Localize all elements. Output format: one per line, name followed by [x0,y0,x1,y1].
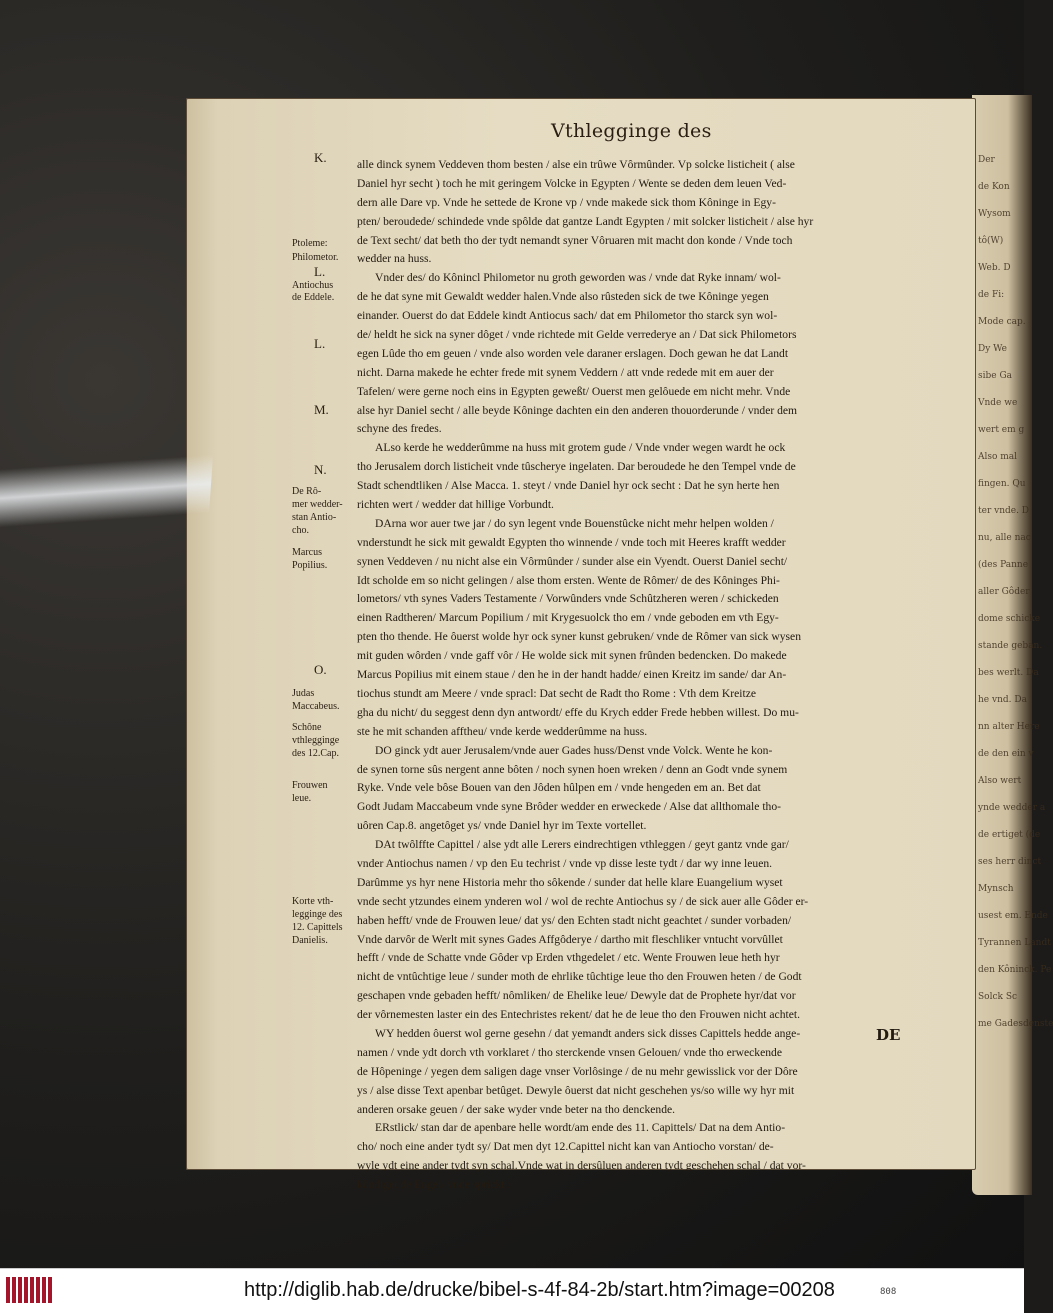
text-line: pten tho thende. He ôuerst wolde hyr ock syner kunst gebruken/ vnde de Rômer van sick wysen [357,630,801,644]
facing-page-fragment: wert em g [978,425,1025,435]
text-line: richten wert / wedder dat hillige Vorbundt. [357,498,554,512]
facing-page-fragment: Tyrannen Landt [978,938,1051,948]
facing-page-fragment: sibe Ga [978,371,1013,381]
facing-page-fragment: Also wert [978,776,1022,786]
margin-note: de Eddele. [292,292,335,303]
text-line: nicht. Darna makede he echter frede mit synem Veddern / att vnde redede mit em auer der [357,365,774,379]
text-line: ys / alse disse Text apenbar betûget. Dewyle ôuerst dat nicht geschehen ys/so wille wy hyr mit [357,1083,795,1097]
text-line: lometors/ vth synes Vaders Testamente / Vorwûnders vnde Schûtzheren weren / schickeden [357,592,779,606]
text-line: Darûmme ys hyr nene Historia mehr tho sôkende / sunder dat helle klare Euangelium wyset [357,875,783,889]
text-line: vnder Antiochus namen / vp den Eu techrist / vnde vp disse leste tydt / dar wy inne leuen. [357,856,773,870]
facing-page-fragment: nu, alle nac [978,533,1031,543]
text-line: wyle ydt eine ander tydt syn schal.Vnde wat in dersûluen anderen tydt geschehen schal / dat vor- [357,1159,806,1173]
section-letter: L. [314,336,326,351]
facing-page-fragment: tô(W) [978,236,1004,246]
running-head: Vthlegginge des [551,120,712,142]
margin-note: Philometor. [292,252,339,263]
facing-page-fragment: Web. D [978,263,1011,273]
facing-page-fragment: usest em. Ende [978,911,1048,921]
facing-page-fragment: Der [978,155,995,165]
page-code: 808 [880,1287,897,1297]
text-line: de he dat syne mit Gewaldt wedder halen.Vnde also rûsteden sick de twe Kôninge yegen [357,290,769,304]
text-line: pten/ beroudede/ schindede vnde spôlde dat gantze Landt Egypten / mit solcker listicheit / alse hyr [357,214,814,228]
text-line: dern alle Dare vp. Vnde he settede de Krone vp / vnde makede sick thom Kôninge in Egy- [357,195,776,209]
text-line: ERstlick/ stan dar de apenbare helle wordt/am ende des 11. Capittels/ Dat na dem Antio- [375,1121,786,1135]
catchword: DE [876,1026,901,1044]
facing-page-fragment: nn alter Here [978,722,1040,732]
text-line: uôren Cap.8. angetôget ys/ vnde Daniel hyr im Texte vortellet. [357,819,647,833]
section-letter: M. [314,402,329,417]
text-line: cho/ noch eine ander tydt sy/ Dat men dyt 12.Capittel nicht kan van Antiocho vorstan/ de- [357,1140,774,1154]
facing-page-fragment: bes werlt. Da [978,668,1039,678]
viewer-status-bar [0,1268,1024,1313]
margin-note: Popilius. [292,560,328,571]
text-line: synen Veddeven / nu nicht alse ein Vôrmûnder / sunder alse ein Vyendt. Ouerst Daniel secht/ [357,554,788,568]
text-line: tho Jerusalem dorch listicheit vnde tûscherye ingelaten. Dar beroudede he den Tempel vnde de [357,460,796,474]
text-line: DAt twôlffte Capittel / alse ydt alle Lerers eindrechtigen vthleggen / geyt gantz vnde gar/ [375,838,789,852]
text-line: Godt Judam Maccabeum vnde syne Brôder wedder en erweckede / Alse dat allthomale tho- [357,800,781,814]
section-letter: L. [314,264,326,279]
text-line: Marcus Popilius mit einem staue / den he in der handt hadde/ einen Kreitz im sande/ dar An- [357,668,787,682]
section-letter: N. [314,462,327,477]
text-line: Daniel hyr secht ) toch he mit geringem Volcke in Egypten / Wente se deden dem leuen Ved- [357,176,787,190]
margin-note: mer wedder- [292,499,343,510]
text-line: hefft / vnde de Schatte vnde Gôder vp Erden vthgedelet / etc. Wente Frouwen leue heth hyr [357,951,780,965]
text-line: egen Lûde tho em geuen / vnde also worden vele daraner erslagen. Doch gewan he dat Landt [357,346,789,360]
lens-glare [0,422,214,568]
text-line: DArna wor auer twe jar / do syn legent vnde Bouenstûcke nicht mehr helpen wolden / [375,516,774,530]
text-line: der vôrnemesten laster ein des Entechristes rekent/ dat he de leue tho den Frouwen nicht achtet. [357,1008,800,1022]
text-line: Vnde darvôr de Werlt mit synes Gades Affgôderye / dartho mit fleschliker vntucht vorvûllet [357,932,783,946]
margin-note: Judas [292,688,315,699]
page-url[interactable]: http://diglib.hab.de/drucke/bibel-s-4f-84-2b/start.htm?image=00208 [244,1279,835,1301]
facing-page-fragment: ses herr dinct [978,857,1042,867]
text-line: Ryke. Vnde vele bôse Bouen van den Jôden hûlpen em / vnde hengeden em an. Bet dat [357,781,761,795]
margin-note: vthlegginge [292,735,340,746]
text-line: ALso kerde he wedderûmme na huss mit grotem gude / Vnde vnder wegen wardt he ock [375,441,786,455]
text-line: schyne des fredes. [357,422,442,436]
text-line: mit guden wôrden / vnde gaff vôr / He wolde sick mit synen frûnden bedencken. Do makede [357,649,787,663]
facing-page-fragment: ter vnde. D [978,506,1030,516]
margin-note: Frouwen [292,780,328,791]
text-line: de Hôpeninge / yegen dem saligen dage vnser Vorlôsinge / de nu mehr gewisslick vor der Dôre [357,1064,798,1078]
facing-page-fragment: ynde wedder a [978,803,1046,813]
text-line: gha du nicht/ du seggest denn dyn antwordt/ effe du Krych edder Frede hebben willest. Do mu- [357,705,799,719]
text-line: de Text secht/ dat beth tho der tydt nemandt syner Vôruaren mit macht don konde / Vnde toch [357,233,793,247]
margin-note: cho. [292,525,309,536]
facing-page-edge [972,95,1053,1195]
facing-page-fragment: de ertiget (de [978,830,1041,840]
text-line: namen / vnde ydt dorch vth vorklaret / tho sterckende vnsen Gelouen/ vnde tho erweckende [357,1045,782,1059]
margin-note: legginge des [292,909,343,920]
text-line: anderen orsake geuen / der sake wyder vnde beter na tho denckende. [357,1102,676,1116]
facing-page-fragment: Also mal [978,452,1018,462]
facing-page-fragment: Dy We [978,344,1008,354]
text-line: einander. Ouerst do dat Eddele kindt Antiocus sach/ dat em Philometor tho starck syn wol- [357,309,778,323]
text-line: haben hefft/ vnde de Frouwen leue/ dat ys/ den Echten stadt nicht geachtet / sunder vorbaden/ [357,913,792,927]
facing-page-fragment: (des Panne [978,560,1029,570]
margin-note: De Rô- [292,486,322,497]
margin-note: Ptoleme: [292,238,328,249]
margin-note: Antiochus [292,280,334,291]
text-line: nicht de vntûchtige leue / sunder moth de ehrlike tûchtige leue tho den Frouwen heten / de Godt [357,970,802,984]
facing-page-fragment: de Fi: [978,290,1005,300]
text-line: vnderstundt he sick mit gewaldt Egypten tho winnende / vnde toch mit Heeres krafft wedder [357,535,786,549]
text-line: geschapen vnde gebaden hefft/ nômliken/ de Ehelike leue/ Dewyle dat de Prophete hyr/dat vor [357,989,796,1003]
text-line: alse hyr Daniel secht / alle beyde Kôninge dachten ein den anderen thouorderunde / vnder dem [357,403,798,417]
text-line: ste he mit schanden afftheu/ vnde kerde wedderûmme na huss. [357,724,648,738]
margin-note: stan Antio- [292,512,337,523]
facing-page-fragment: aller Gôder [978,587,1030,597]
text-line: kûndiget de Engel/ vnde sprickt : [357,1178,511,1192]
page-body-text [357,156,909,1195]
facing-page-fragment: Wysom [978,209,1011,219]
facing-page-fragment: he vnd. Da [978,695,1027,705]
section-letter: K. [314,150,327,165]
text-line: vnde secht ytzundes einem ynderen wol / wol de rechte Antiochus sy / de sick auer alle Gôder er- [357,894,809,908]
text-line: de/ heldt he sick na syner dôget / vnde richtede mit Gelde verrederye an / Dat sick Philometors [357,328,797,342]
book-page [186,98,976,1192]
facing-page-fragment: me Gadesdenste [978,1019,1053,1029]
text-line: WY hedden ôuerst wol gerne gesehn / dat yemandt anders sick disses Capittels hedde ange- [375,1026,801,1040]
facing-page-fragment: stande geban. [978,641,1043,651]
text-line: DO ginck ydt auer Jerusalem/vnde auer Gades huss/Denst vnde Volck. Wente he kon- [375,743,773,757]
margin-note: des 12.Cap. [292,748,339,759]
text-line: de synen torne sûs nergent anne bôten / noch synen hoen wreken / denn an Godt vnde synem [357,762,788,776]
margin-note: Schône [292,722,322,733]
margin-note: Danielis. [292,935,328,946]
text-line: Stadt schendtliken / Alse Macca. 1. steyt / vnde Daniel hyr ock secht : Dat he syn herte hen [357,479,780,493]
facing-page-fragment: Mode cap. [978,317,1026,327]
margin-note: Korte vth- [292,896,334,907]
facing-page-fragment: dome schicke [978,614,1041,624]
facing-page-fragment: Vnde we [978,398,1018,408]
text-line: tiochus stundt am Meere / vnde spracl: Dat secht de Radt tho Rome : Vth dem Kreitze [357,686,757,700]
text-line: wedder na huss. [357,252,432,266]
facing-page-fragment: de Kon [978,182,1010,192]
facing-page-fragment: de den ein v [978,749,1034,759]
margin-note: 12. Capittels [292,922,343,933]
text-line: alle dinck synem Veddeven thom besten / alse ein trûwe Vôrmûnder. Vp solcke listicheit ( alse [357,158,795,171]
section-letter: O. [314,662,327,677]
text-line: Tafelen/ were gerne noch eins in Egypten geweßt/ Ouerst men gelôuede em nicht mehr. Vnde [357,384,791,398]
text-line: einen Radtheren/ Marcum Popilium / mit Krygesuolck tho em / vnde geboden em vth Egy- [357,611,779,625]
facing-page-fragment: den Kôninck. Pe [978,965,1052,975]
facing-page-fragment: fingen. Qu [978,479,1026,489]
library-logo-icon[interactable] [6,1277,52,1303]
facing-page-fragment: Mynsch [978,884,1014,894]
facing-page-fragment: Solck Sc [978,992,1018,1002]
margin-note: Marcus [292,547,322,558]
text-line: Idt scholde em so nicht gelingen / alse thom ersten. Wente de Rômer/ de des Kôninges Phi- [357,573,780,587]
margin-note: Maccabeus. [292,701,340,712]
text-line: Vnder des/ do Kônincl Philometor nu groth geworden was / vnde dat Ryke innam/ wol- [375,271,781,285]
margin-note: leue. [292,793,312,804]
